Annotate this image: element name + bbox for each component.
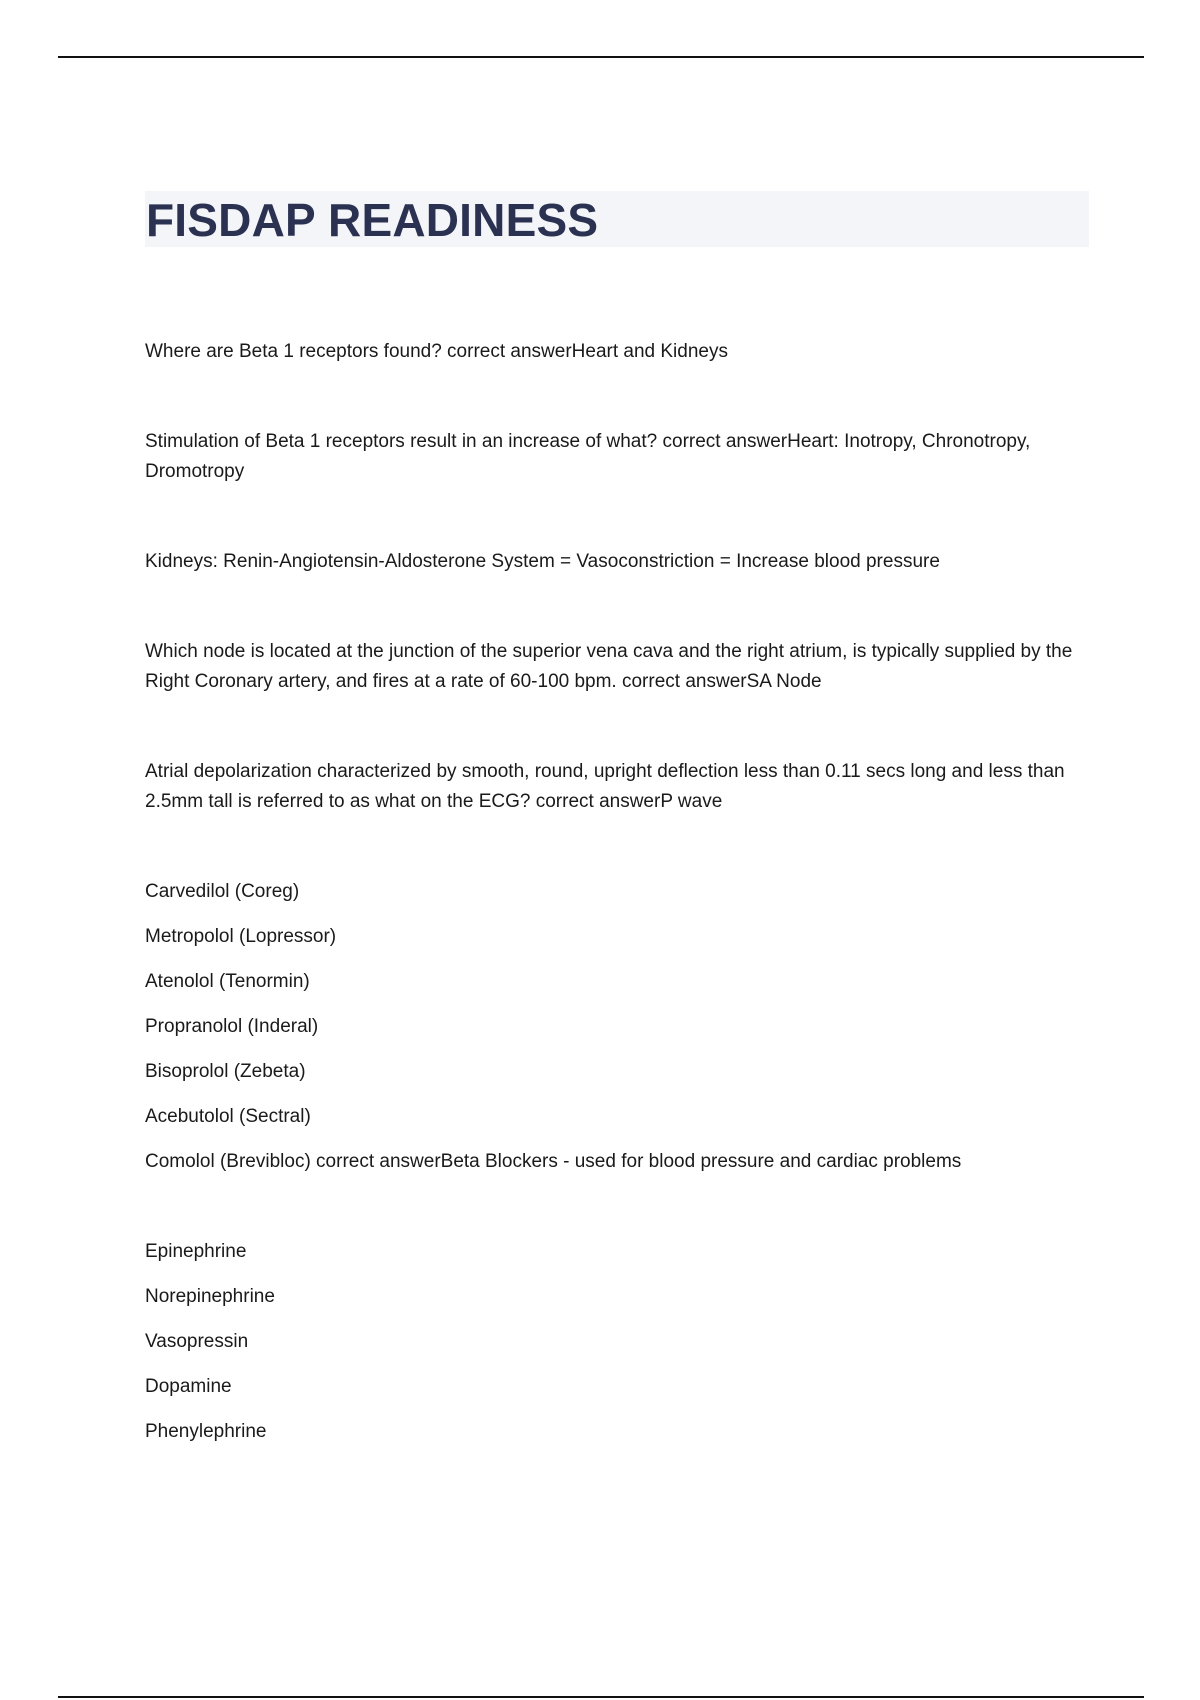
list-item: Metropolol (Lopressor) bbox=[145, 926, 337, 947]
list-item: Carvedilol (Coreg) bbox=[145, 881, 300, 902]
list-item: Acebutolol (Sectral) bbox=[145, 1106, 311, 1127]
document-body bbox=[145, 337, 1089, 1507]
beta-blocker-list bbox=[145, 877, 1089, 1177]
list-item: Vasopressin bbox=[145, 1331, 249, 1352]
qa-paragraph: Where are Beta 1 receptors found? correct answerHeart and Kidneys bbox=[145, 341, 728, 362]
list-item: Phenylephrine bbox=[145, 1421, 267, 1442]
qa-paragraph: Stimulation of Beta 1 receptors result in an increase of what? correct answerHeart: Inotropy, Chronotropy, Dromotropy bbox=[145, 431, 1031, 482]
header-rule bbox=[58, 56, 1144, 58]
list-item: Bisoprolol (Zebeta) bbox=[145, 1061, 306, 1082]
list-item: Norepinephrine bbox=[145, 1286, 275, 1307]
qa-paragraph: Which node is located at the junction of the superior vena cava and the right atrium, is typically supplied by the Right Coronary artery, and fires at a rate of 60-100 bpm. correct answerSA Node bbox=[145, 641, 1073, 692]
qa-paragraph: Kidneys: Renin-Angiotensin-Aldosterone System = Vasoconstriction = Increase blood pressure bbox=[145, 551, 940, 572]
footer-rule bbox=[58, 1696, 1144, 1698]
list-item: Atenolol (Tenormin) bbox=[145, 971, 310, 992]
list-item: Comolol (Brevibloc) correct answerBeta Blockers - used for blood pressure and cardiac problems bbox=[145, 1151, 962, 1172]
list-item: Dopamine bbox=[145, 1376, 232, 1397]
document-title: FISDAP READINESS bbox=[146, 194, 599, 246]
list-item: Propranolol (Inderal) bbox=[145, 1016, 319, 1037]
list-item: Epinephrine bbox=[145, 1241, 247, 1262]
qa-paragraph: Atrial depolarization characterized by smooth, round, upright deflection less than 0.11 secs long and less than 2.5mm tall is referred to as what on the ECG? correct answerP wave bbox=[145, 761, 1065, 812]
pressor-list bbox=[145, 1237, 1089, 1447]
